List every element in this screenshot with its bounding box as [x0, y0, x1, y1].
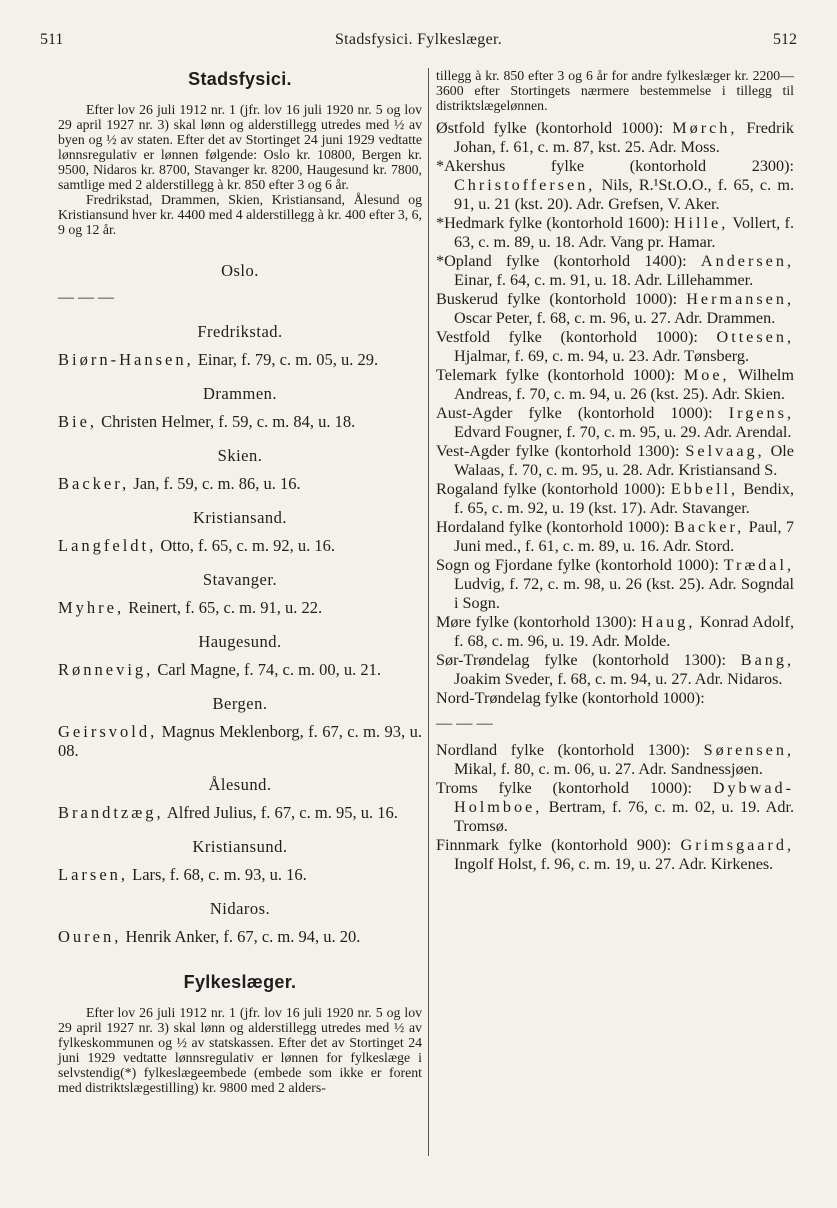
physician-details: — — —	[58, 289, 114, 306]
county-entry	[436, 366, 794, 404]
county-entry	[436, 779, 794, 836]
physician-entry	[58, 722, 422, 760]
county-label: Finnmark fylke (kontorhold 900):	[436, 836, 681, 854]
physician-details: Mikal, f. 80, c. m. 06, u. 27. Adr. Sandnessjøen.	[454, 760, 763, 778]
county-label: Sør-Trøndelag fylke (kontorhold 1300):	[436, 651, 741, 669]
county-label: Nordland fylke (kontorhold 1300):	[436, 741, 704, 759]
physician-surname: Ottesen,	[716, 328, 794, 346]
physician-surname: Mørch,	[672, 119, 738, 137]
physician-details: — — —	[436, 714, 493, 732]
physician-surname: Dybwad-Holmboe,	[454, 779, 794, 816]
physician-details: Ole Walaas, f. 70, c. m. 95, u. 28. Adr. Kristiansand S.	[454, 442, 794, 479]
city-heading: Oslo.	[221, 261, 259, 280]
county-label: Troms fylke (kontorhold 1000):	[436, 779, 713, 797]
physician-surname: Sørensen,	[703, 741, 794, 759]
county-entry	[436, 556, 794, 613]
physician-surname: Hille,	[673, 214, 729, 232]
physician-surname: Hermansen,	[686, 290, 794, 308]
physician-surname: Moe,	[683, 366, 730, 384]
fylkeslaeger-intro-continued: tillegg à kr. 850 efter 3 og 6 år for andre fylkeslæger kr. 2200—3600 efter Stortingets nærmere bestemmelse i tillegg til distriktslægelønnen.	[436, 68, 794, 113]
physician-details: Bendix, f. 65, c. m. 92, u. 19 (kst. 17). Adr. Stavanger.	[454, 480, 794, 517]
physician-details: Fredrik Johan, f. 61, c. m. 87, kst. 25. Adr. Moss.	[454, 119, 794, 156]
county-label: Buskerud fylke (kontorhold 1000):	[436, 290, 687, 308]
physician-surname: Ebbell,	[670, 480, 739, 498]
county-label: Nord-Trøndelag fylke (kontorhold 1000):	[436, 689, 705, 707]
section-heading-fylkeslaeger: Fylkeslæger.	[183, 972, 297, 992]
physician-surname: Myhre,	[58, 598, 125, 617]
city-heading: Bergen.	[212, 694, 268, 713]
physician-details: Edvard Fougner, f. 70, c. m. 95, u. 29. Adr. Arendal.	[454, 423, 792, 441]
physician-surname: Bang,	[740, 651, 794, 669]
physician-surname: Brandtzæg,	[58, 803, 164, 822]
physician-surname: Ouren,	[58, 927, 122, 946]
county-label: Rogaland fylke (kontorhold 1000):	[436, 480, 671, 498]
county-label: *Opland fylke (kontorhold 1400):	[436, 252, 701, 270]
physician-surname: Langfeldt,	[58, 536, 157, 555]
physician-details: Ludvig, f. 72, c. m. 98, u. 26 (kst. 25). Adr. Sogndal i Sogn.	[454, 575, 794, 612]
county-label: Vest-Agder fylke (kontorhold 1300):	[436, 442, 686, 460]
physician-entry	[58, 598, 422, 617]
physician-entry	[58, 803, 422, 822]
county-label: Møre fylke (kontorhold 1300):	[436, 613, 642, 631]
physician-details: Joakim Sveder, f. 68, c. m. 94, u. 27. Adr. Nidaros.	[454, 670, 783, 688]
city-heading: Stavanger.	[202, 570, 278, 589]
physician-details: Einar, f. 64, c. m. 91, u. 18. Adr. Lillehammer.	[454, 271, 754, 289]
physician-entry	[58, 474, 422, 493]
city-heading: Skien.	[217, 446, 263, 465]
county-entry	[436, 290, 794, 328]
county-label: Aust-Agder fylke (kontorhold 1000):	[436, 404, 729, 422]
county-list	[436, 119, 794, 874]
left-column	[58, 60, 422, 1095]
physician-details: Bertram, f. 76, c. m. 02, u. 19. Adr. Tromsø.	[454, 798, 794, 835]
county-label: Sogn og Fjordane fylke (kontorhold 1000):	[436, 556, 724, 574]
county-label: *Akershus fylke (kontorhold 2300):	[436, 157, 794, 175]
physician-surname: Larsen,	[58, 865, 129, 884]
section-heading-stadsfysici: Stadsfysici.	[188, 69, 292, 89]
city-heading: Fredrikstad.	[197, 322, 283, 341]
physician-details: Wilhelm Andreas, f. 70, c. m. 94, u. 26 (kst. 25). Adr. Skien.	[454, 366, 794, 403]
physician-details: Ingolf Holst, f. 96, c. m. 19, u. 27. Adr. Kirkenes.	[454, 855, 774, 873]
county-entry	[436, 518, 794, 556]
running-title: Stadsfysici. Fylkeslæger.	[334, 31, 503, 48]
physician-details: Otto, f. 65, c. m. 92, u. 16.	[156, 536, 336, 555]
county-entry	[436, 836, 794, 874]
physician-details: Jan, f. 59, c. m. 86, u. 16.	[129, 474, 301, 493]
county-entry	[436, 157, 794, 214]
right-column	[436, 68, 794, 874]
physician-entry	[58, 536, 422, 555]
physician-surname: Biørn-Hansen,	[58, 350, 194, 369]
physician-surname: Trædal,	[723, 556, 794, 574]
county-entry	[436, 442, 794, 480]
physician-entry	[58, 660, 422, 679]
physician-entry	[58, 350, 422, 369]
physician-details: Konrad Adolf, f. 68, c. m. 96, u. 19. Adr. Molde.	[454, 613, 794, 650]
physician-details: Reinert, f. 65, c. m. 91, u. 22.	[124, 598, 323, 617]
county-entry	[436, 689, 794, 733]
physician-details: Carl Magne, f. 74, c. m. 00, u. 21.	[153, 660, 382, 679]
county-entry	[436, 741, 794, 779]
stadsfysici-intro-2: Fredrikstad, Drammen, Skien, Kristiansand, Ålesund og Kristiansund hver kr. 4400 med 4 alderstillegg à kr. 400 efter 3, 6, 9 og 12 år.	[58, 192, 423, 237]
fylkeslaeger-intro: Efter lov 26 juli 1912 nr. 1 (jfr. lov 16 juli 1920 nr. 5 og lov 29 april 1927 nr. 3) skal lønn og alderstillegg utredes med ½ av fylkeskommunen og ½ av statskassen. Efter det av Stortinget 24 juni 1929 vedtatte lønnsregulativ er lønnen for fylkeslæge i selvstendig(*) fylkeslægeembede (embede som ikke er forent med distriktslægestilling) kr. 9800 med 2 alders-	[58, 1005, 422, 1095]
county-entry	[436, 214, 794, 252]
physician-details: Nils, R.¹St.O.O., f. 65, c. m. 91, u. 21 (kst. 20). Adr. Grefsen, V. Aker.	[454, 176, 794, 213]
physician-entry	[58, 289, 422, 307]
county-entry	[436, 252, 794, 290]
stadsfysici-intro: Efter lov 26 juli 1912 nr. 1 (jfr. lov 16 juli 1920 nr. 5 og lov 29 april 1927 nr. 3) skal lønn og alderstillegg utredes med ½ av byen og ½ av staten. Efter det av Stortinget 24 juni 1929 vedtatte lønnsregulativ er lønnen følgende: Oslo kr. 10800, Bergen kr. 9500, Nidaros kr. 8700, Stavanger kr. 8200, Haugesund kr. 7800, samtlige med 2 alderstillegg à kr. 850 efter 3 og 6 år.	[58, 102, 422, 192]
physician-details: Paul, 7 Juni med., f. 61, c. m. 89, u. 16. Adr. Stord.	[454, 518, 795, 555]
county-label: Telemark fylke (kontorhold 1000):	[436, 366, 684, 384]
physician-details: Alfred Julius, f. 67, c. m. 95, u. 16.	[163, 803, 398, 822]
physician-surname: Backer,	[58, 474, 130, 493]
county-entry	[436, 651, 794, 689]
page-header	[40, 31, 797, 55]
county-label: Hordaland fylke (kontorhold 1000):	[436, 518, 674, 536]
city-heading: Kristiansund.	[192, 837, 288, 856]
county-entry	[436, 328, 794, 366]
physician-surname: Selvaag,	[685, 442, 765, 460]
physician-surname: Backer,	[674, 518, 745, 536]
county-entry	[436, 119, 794, 157]
county-label: *Hedmark fylke (kontorhold 1600):	[436, 214, 674, 232]
physician-entry	[58, 865, 422, 884]
physician-details: Henrik Anker, f. 67, c. m. 94, u. 20.	[121, 927, 361, 946]
physician-details: Hjalmar, f. 69, c. m. 94, u. 23. Adr. Tønsberg.	[454, 347, 750, 365]
physician-surname: Christoffersen,	[454, 176, 596, 194]
city-heading: Ålesund.	[208, 775, 272, 794]
page-number-right: 512	[773, 31, 797, 48]
page-number-left: 511	[40, 31, 64, 48]
physician-details: Einar, f. 79, c. m. 05, u. 29.	[193, 350, 379, 369]
physician-surname: Grimsgaard,	[680, 836, 794, 854]
physician-details: Oscar Peter, f. 68, c. m. 96, u. 27. Adr. Drammen.	[454, 309, 776, 327]
county-label: Østfold fylke (kontorhold 1000):	[436, 119, 673, 137]
physician-surname: Irgens,	[728, 404, 794, 422]
physician-surname: Rønnevig,	[58, 660, 154, 679]
city-heading: Kristiansand.	[192, 508, 288, 527]
physician-entry	[58, 412, 422, 431]
county-label: Vestfold fylke (kontorhold 1000):	[436, 328, 717, 346]
city-heading: Drammen.	[202, 384, 278, 403]
county-entry	[436, 480, 794, 518]
city-list	[58, 261, 422, 946]
county-entry	[436, 613, 794, 651]
physician-details: Vollert, f. 63, c. m. 89, u. 18. Adr. Vang pr. Hamar.	[454, 214, 794, 251]
city-heading: Haugesund.	[198, 632, 282, 651]
column-divider	[428, 68, 429, 1156]
county-entry	[436, 404, 794, 442]
physician-details: Christen Helmer, f. 59, c. m. 84, u. 18.	[97, 412, 356, 431]
city-heading: Nidaros.	[209, 899, 271, 918]
physician-surname: Geirsvold,	[58, 722, 158, 741]
physician-details: Lars, f. 68, c. m. 93, u. 16.	[128, 865, 307, 884]
physician-surname: Haug,	[641, 613, 696, 631]
physician-surname: Andersen,	[700, 252, 794, 270]
physician-surname: Bie,	[58, 412, 98, 431]
physician-details: Magnus Meklenborg, f. 67, c. m. 93, u. 08.	[58, 722, 422, 760]
physician-entry	[58, 927, 422, 946]
